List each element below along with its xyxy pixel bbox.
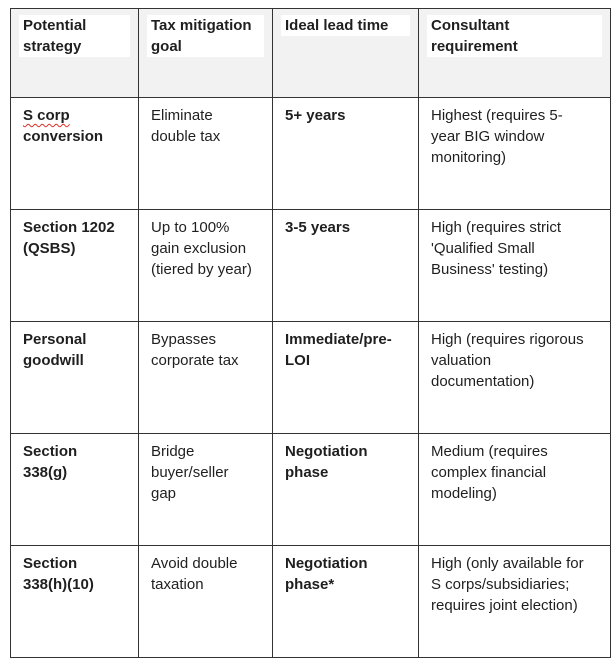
requirement-cell xyxy=(419,210,611,322)
lead-time-text: 5+ years xyxy=(285,107,346,124)
goal-cell xyxy=(139,434,273,546)
table-row xyxy=(11,434,611,546)
lead-time-cell xyxy=(273,98,419,210)
requirement-text: High (requires strict 'Qualified Small Business' testing) xyxy=(431,219,562,278)
lead-time-text: Immediate/pre- LOI xyxy=(285,331,392,369)
lead-time-text: Negotiation phase* xyxy=(285,555,368,593)
goal-text: Avoid double taxation xyxy=(151,555,238,593)
header-label-goal: Tax mitigation goal xyxy=(147,15,264,57)
header-cell-lead-time xyxy=(273,9,419,98)
header-label-requirement: Consultant requirement xyxy=(427,15,602,57)
requirement-text: Highest (requires 5- year BIG window monitoring) xyxy=(431,107,563,166)
lead-time-cell xyxy=(273,546,419,658)
header-cell-goal xyxy=(139,9,273,98)
strategy-cell xyxy=(11,546,139,658)
table-row xyxy=(11,210,611,322)
goal-text: Bridge buyer/seller gap xyxy=(151,443,229,502)
goal-cell xyxy=(139,546,273,658)
strategy-text: Section 338(g) xyxy=(23,443,78,481)
strategy-cell xyxy=(11,210,139,322)
goal-cell xyxy=(139,322,273,434)
goal-text: Eliminate double tax xyxy=(151,107,221,145)
goal-cell xyxy=(139,210,273,322)
lead-time-cell xyxy=(273,322,419,434)
strategy-text: Personal goodwill xyxy=(23,331,87,369)
requirement-text: High (only available for S corps/subsidiaries; requires joint election) xyxy=(431,555,584,614)
strategy-cell xyxy=(11,434,139,546)
strategy-cell xyxy=(11,98,139,210)
requirement-text: High (requires rigorous valuation documentation) xyxy=(431,331,584,390)
header-label-lead-time: Ideal lead time xyxy=(281,15,410,36)
goal-text: Up to 100% gain exclusion (tiered by year) xyxy=(151,219,252,278)
requirement-text: Medium (requires complex financial modeling) xyxy=(431,443,548,502)
requirement-cell xyxy=(419,322,611,434)
goal-cell xyxy=(139,98,273,210)
requirement-cell xyxy=(419,434,611,546)
goal-text: Bypasses corporate tax xyxy=(151,331,239,369)
header-cell-strategy xyxy=(11,9,139,98)
requirement-cell xyxy=(419,98,611,210)
strategy-text: Section 1202 (QSBS) xyxy=(23,219,115,257)
header-row xyxy=(11,9,611,98)
table-row xyxy=(11,322,611,434)
strategy-cell xyxy=(11,322,139,434)
strategy-text xyxy=(23,105,130,147)
lead-time-text: 3-5 years xyxy=(285,219,351,236)
table-row xyxy=(11,98,611,210)
requirement-cell xyxy=(419,546,611,658)
lead-time-cell xyxy=(273,434,419,546)
spellcheck-word: S corp xyxy=(23,107,70,124)
lead-time-text: Negotiation phase xyxy=(285,443,368,481)
table-row xyxy=(11,546,611,658)
lead-time-cell xyxy=(273,210,419,322)
header-cell-requirement xyxy=(419,9,611,98)
header-label-strategy: Potential strategy xyxy=(19,15,130,57)
strategy-text: Section 338(h)(10) xyxy=(23,555,94,593)
strategy-text-rest: conversion xyxy=(23,128,104,145)
strategy-table xyxy=(10,8,611,658)
